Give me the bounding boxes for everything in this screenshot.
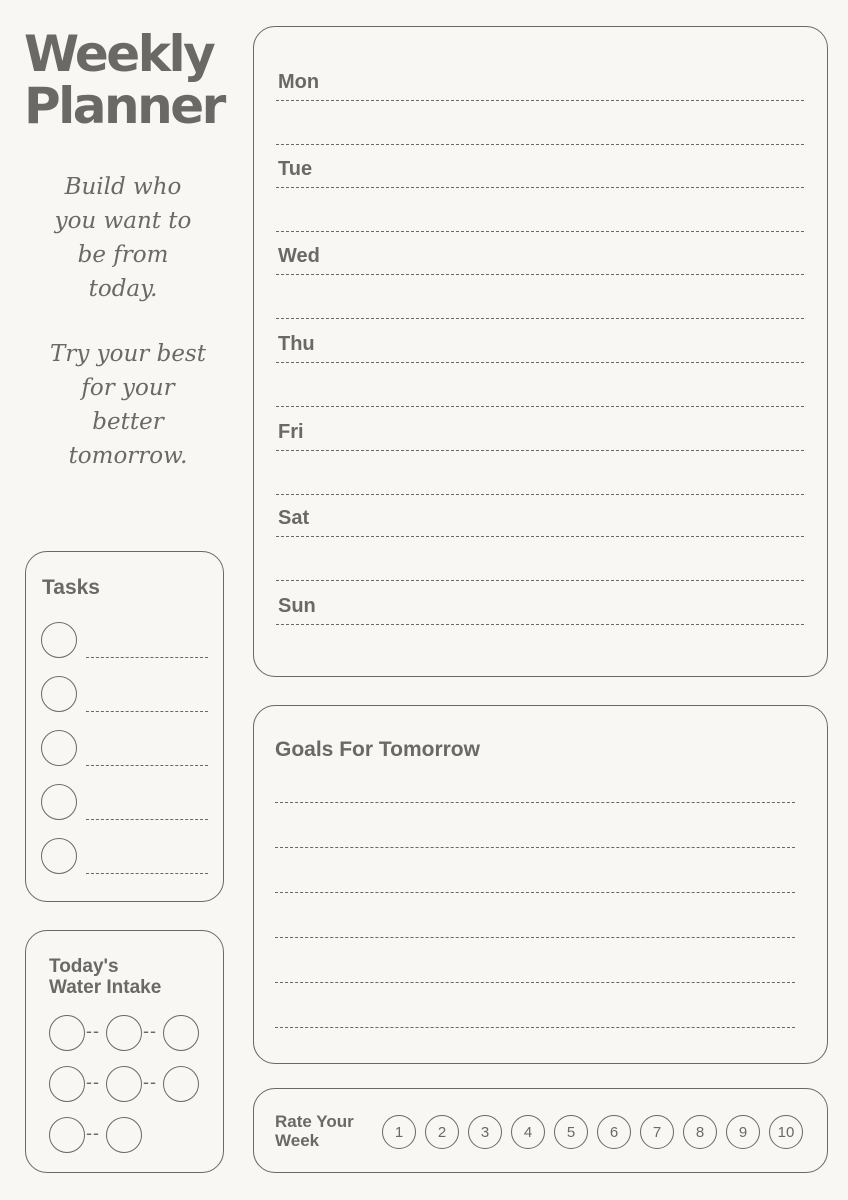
- task-writing-line[interactable]: [86, 711, 208, 712]
- goal-writing-line[interactable]: [275, 892, 795, 893]
- day-label-thu: Thu: [278, 333, 315, 355]
- water-cup-circle[interactable]: [49, 1066, 85, 1102]
- motivational-quote-2: [18, 337, 238, 473]
- rating-option-2[interactable]: 2: [425, 1115, 459, 1149]
- rate-label-line-1: Rate Your: [275, 1112, 354, 1131]
- day-label-mon: Mon: [278, 71, 320, 93]
- water-cup-circle[interactable]: [49, 1117, 85, 1153]
- day-writing-line[interactable]: [276, 144, 804, 145]
- water-connector: --: [86, 1072, 100, 1092]
- day-label-tue: Tue: [278, 158, 313, 180]
- quote2-line: tomorrow.: [68, 443, 188, 469]
- water-heading-line-2: Water Intake: [49, 977, 162, 998]
- rate-week-panel: [253, 1088, 828, 1173]
- task-writing-line[interactable]: [86, 819, 208, 820]
- title-line-2: Planner: [24, 77, 224, 135]
- day-label-sun: Sun: [278, 595, 316, 617]
- goal-writing-line[interactable]: [275, 1027, 795, 1028]
- task-checkbox[interactable]: [41, 622, 77, 658]
- day-writing-line[interactable]: [276, 231, 804, 232]
- day-label-sat: Sat: [278, 507, 310, 529]
- goals-heading: Goals For Tomorrow: [275, 738, 480, 761]
- motivational-quote-1: [18, 170, 228, 306]
- goal-writing-line[interactable]: [275, 847, 795, 848]
- goals-panel: [253, 705, 828, 1064]
- water-intake-heading: [49, 956, 161, 998]
- weekly-schedule-panel: [253, 26, 828, 677]
- day-writing-line[interactable]: [276, 580, 804, 581]
- day-label-wed: Wed: [278, 245, 320, 267]
- task-checkbox[interactable]: [41, 784, 77, 820]
- water-cup-circle[interactable]: [49, 1015, 85, 1051]
- water-connector: --: [86, 1021, 100, 1041]
- rating-option-8[interactable]: 8: [683, 1115, 717, 1149]
- water-cup-circle[interactable]: [163, 1066, 199, 1102]
- water-intake-panel: [25, 930, 224, 1173]
- day-writing-line[interactable]: [276, 318, 804, 319]
- water-cup-circle[interactable]: [106, 1117, 142, 1153]
- day-writing-line[interactable]: [276, 406, 804, 407]
- task-writing-line[interactable]: [86, 765, 208, 766]
- rating-option-9[interactable]: 9: [726, 1115, 760, 1149]
- task-writing-line[interactable]: [86, 873, 208, 874]
- day-writing-line[interactable]: [276, 450, 804, 451]
- page-title: [24, 25, 244, 135]
- day-writing-line[interactable]: [276, 274, 804, 275]
- water-heading-line-1: Today's: [49, 956, 119, 977]
- water-connector: --: [143, 1021, 157, 1041]
- tasks-panel: [25, 551, 224, 902]
- quote2-line: for your: [81, 375, 175, 401]
- quote1-line: be from: [77, 242, 169, 268]
- goal-writing-line[interactable]: [275, 937, 795, 938]
- quote1-line: you want to: [54, 208, 192, 234]
- goal-writing-line[interactable]: [275, 982, 795, 983]
- water-connector: --: [143, 1072, 157, 1092]
- rate-week-label: [275, 1112, 354, 1150]
- title-line-1: Weekly: [24, 25, 214, 83]
- rating-option-3[interactable]: 3: [468, 1115, 502, 1149]
- day-writing-line[interactable]: [276, 536, 804, 537]
- quote2-line: Try your best: [50, 341, 206, 367]
- rating-option-7[interactable]: 7: [640, 1115, 674, 1149]
- day-writing-line[interactable]: [276, 494, 804, 495]
- rating-option-1[interactable]: 1: [382, 1115, 416, 1149]
- day-writing-line[interactable]: [276, 100, 804, 101]
- water-cup-circle[interactable]: [106, 1066, 142, 1102]
- tasks-heading: Tasks: [42, 576, 100, 599]
- task-checkbox[interactable]: [41, 730, 77, 766]
- water-cup-circle[interactable]: [106, 1015, 142, 1051]
- rating-option-6[interactable]: 6: [597, 1115, 631, 1149]
- quote1-line: Build who: [64, 174, 182, 200]
- day-writing-line[interactable]: [276, 187, 804, 188]
- task-writing-line[interactable]: [86, 657, 208, 658]
- day-writing-line[interactable]: [276, 362, 804, 363]
- day-label-fri: Fri: [278, 421, 304, 443]
- day-writing-line[interactable]: [276, 624, 804, 625]
- quote1-line: today.: [88, 276, 158, 302]
- rate-label-line-2: Week: [275, 1131, 320, 1150]
- quote2-line: better: [92, 409, 164, 435]
- rating-option-5[interactable]: 5: [554, 1115, 588, 1149]
- task-checkbox[interactable]: [41, 838, 77, 874]
- water-cup-circle[interactable]: [163, 1015, 199, 1051]
- task-checkbox[interactable]: [41, 676, 77, 712]
- goal-writing-line[interactable]: [275, 802, 795, 803]
- water-connector: --: [86, 1123, 100, 1143]
- rating-option-4[interactable]: 4: [511, 1115, 545, 1149]
- rating-option-10[interactable]: 10: [769, 1115, 803, 1149]
